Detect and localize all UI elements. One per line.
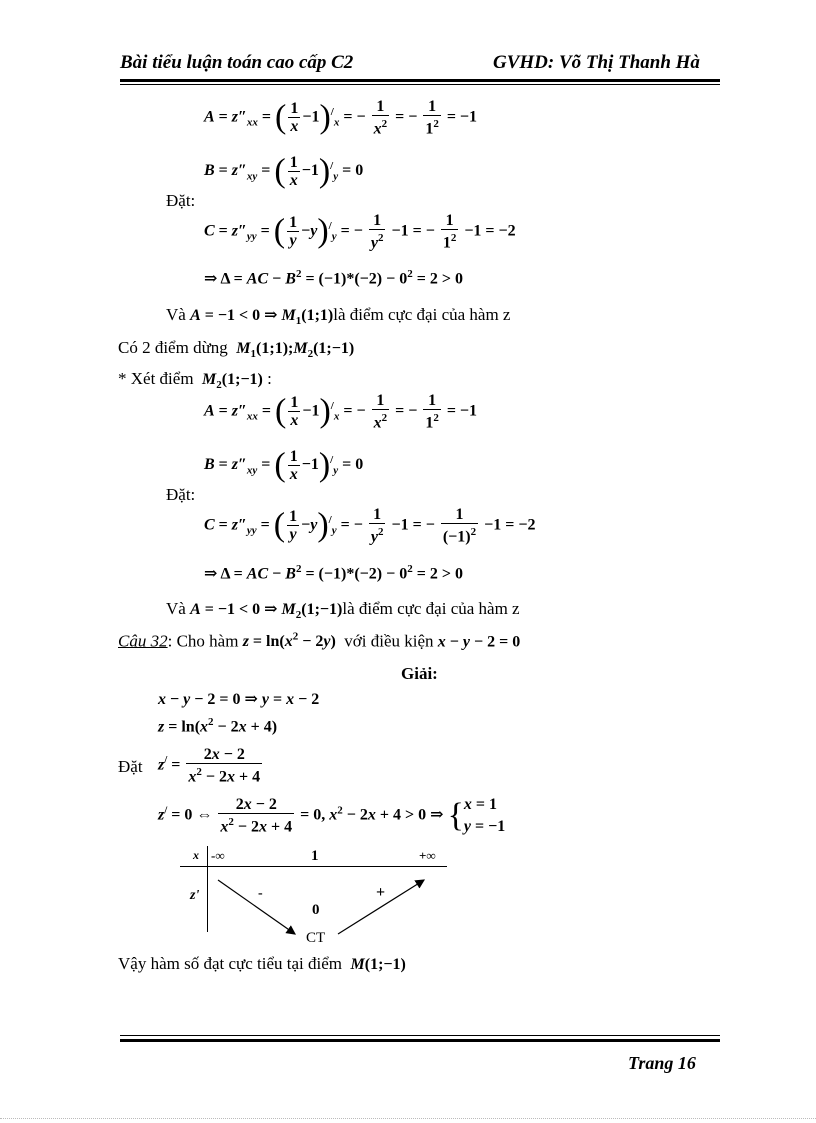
footer-rule-thin [120,1035,720,1036]
header-rule-thin [120,84,720,85]
dat-label-2: Đặt: [166,485,196,504]
formula-a-neg-2: A = −1 < 0 ⇒ $M_2(1;-1)$ [190,601,343,622]
table-plus: + [376,884,386,901]
formula-a-2: $A = z''_{xx}$ = ( $\frac{1}{x}$ $-1)^/_x$ = − $\frac{1}{x^2}$ = − $\frac{1}{1^2}$ = −1 [204,392,478,432]
table-x-right: +∞ [419,848,436,863]
formula-min-point: M(1;−1) [350,956,406,973]
table-x-head: x [193,848,199,862]
formula-substitution: x − y − 2 = 0 ⇒ y = x − 2 [158,691,320,708]
table-arrows [180,860,460,950]
table-zero: 0 [312,902,320,918]
formula-b-1: $B = z''_{xy}$ = ( $\frac{1}{x}$ $-1)^/_y = 0$ [204,152,364,190]
va-line-1 [166,305,510,327]
formula-b-2: $B = z''_{xy}$ = ( $\frac{1}{x}$ $-1)^/_y = 0$ [204,446,364,484]
formula-stationary-points: $M_1(1;1);M_2(1;-1)$ [236,340,355,361]
formula-function: $z = \ln(x^2 - 2y)$ [242,631,336,651]
table-minus: - [258,886,263,901]
dat-label-1: Đặt: [166,191,196,210]
solution-heading: Giải: [401,664,438,683]
va-label-1: Và [166,305,186,324]
formula-c-1: $C = z''_{yy}$ = ( $\frac{1}{y}$ $-y)^/_y$ = − $\frac{1}{y^2}$ −1 = − $\frac{1}{1^2}$ −1 = −2 [204,212,516,252]
va-line-2 [166,599,520,621]
table-x-left: -∞ [211,848,225,863]
table-zp-head: z' [190,888,200,903]
formula-critical: z/ = 0 ⇔ $\frac{2x - 2}{x^2 - 2x + 4}$ = 0, $x^2 - 2x + 4 > 0$ ⇒ {x = 1 y = −1 [158,796,506,836]
footer-rule [120,1039,720,1042]
xet-diem-line [118,369,272,391]
va-label-2: Và [166,599,186,618]
formula-m2: $M_2(1;-1)$ [202,371,263,392]
header-rule [120,79,720,82]
page-bottom-border [0,1118,816,1119]
question-32-line [118,631,520,651]
formula-derivative: z/ = $\frac{2x - 2}{x^2 - 2x + 4}$ [158,746,261,786]
formula-c-2: $C = z''_{yy}$ = ( $\frac{1}{y}$ $-y)^/_y$ = − $\frac{1}{y^2}$ −1 = − $\frac{1}{(-1)^2}$ −1 = −2 [204,506,536,546]
formula-condition: x − y − 2 = 0 [437,633,521,651]
xet-diem-label: * Xét điểm [118,369,194,388]
header-advisor: GVHD: Võ Thị Thanh Hà [493,52,700,73]
colon-label: : [267,369,272,388]
formula-a-1: $A = z''_{xx}$ = ( $\frac{1}{x}$ $-1)^/_x$ = − $\frac{1}{x^2}$ = − $\frac{1}{1^2}$ = −1 [204,98,478,138]
arrow-increasing [338,880,424,934]
formula-a-neg-1: A = −1 < 0 ⇒ $M_1(1;1)$ [190,307,334,328]
question-label: Câu 32 [118,631,168,651]
formula-z-substituted: $z = \ln(x^2 - 2x + 4)$ [158,716,278,736]
dat-label-3: Đặt [118,757,143,776]
co-2-diem-line [118,338,354,360]
header-title: Bài tiểu luận toán cao cấp C2 [120,52,354,73]
conclusion-line [118,954,406,974]
question-text: : Cho hàm [167,631,239,651]
co-2-diem-label: Có 2 điểm dừng [118,338,228,357]
page-number: Trang 16 [628,1053,696,1073]
formula-delta-1: ⇒ Δ = AC − $B^2 = (-1)*(-2) - 0^2 = 2 > 0$ [204,268,463,288]
formula-delta-2: ⇒ Δ = AC − $B^2 = (-1)*(-2) - 0^2 = 2 > 0$ [204,563,463,583]
condition-text: với điều kiện [344,631,434,651]
cuc-dai-text-2: là điểm cực đại của hàm z [342,599,520,618]
table-ct: CT [306,930,326,946]
conclusion-text: Vậy hàm số đạt cực tiểu tại điểm [118,954,343,973]
arrow-decreasing [218,880,295,934]
cuc-dai-text-1: là điểm cực đại của hàm z [333,305,511,324]
table-x-mid: 1 [311,848,319,864]
